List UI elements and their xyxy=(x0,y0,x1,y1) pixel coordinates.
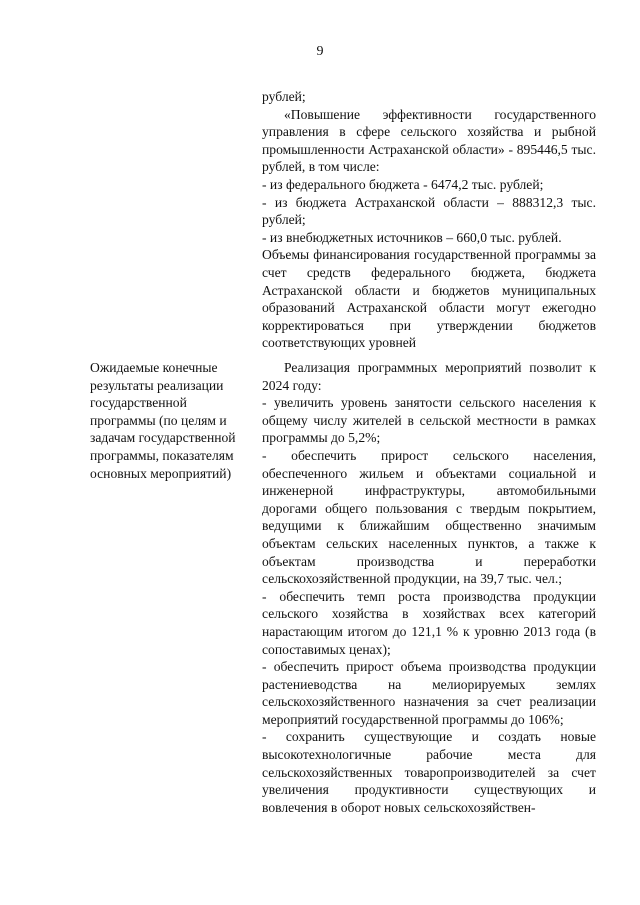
results-paragraph: - увеличить уровень занятости сельского населения к общему числу жителей в сельской местности в рамках программы до 5,2%; xyxy=(262,395,596,446)
funding-paragraph: рублей; xyxy=(262,89,306,104)
funding-paragraph: - из внебюджетных источников – 660,0 тыс. рублей. xyxy=(262,229,562,245)
results-row-label: Ожидаемые конечные результаты реализации государственной программы (по целям и задачам государственной программы, показателям основных мероприятий) xyxy=(90,360,236,481)
funding-paragraph: - из федерального бюджета - 6474,2 тыс. рублей; xyxy=(262,176,544,192)
results-paragraph: - сохранить существующие и создать новые высокотехнологичные рабочие места для сельскохозяйственных товаропроизводителей за счет увеличения продуктивности существующих и вовлечения в оборот новых сельскохозяйствен- xyxy=(262,729,596,815)
results-paragraph: - обеспечить темп роста производства продукции сельского хозяйства в хозяйствах всех категорий нарастающим итогом до 121,1 % к уровню 2013 года (в сопоставимых ценах); xyxy=(262,588,596,657)
results-paragraph: Реализация программных мероприятий позволит к 2024 году: xyxy=(262,360,596,393)
funding-paragraph: «Повышение эффективности государственного управления в сфере сельского хозяйства и рыбной промышленности Астраханской области» - 895446,5 тыс. рублей, в том числе: xyxy=(262,106,596,175)
funding-text-block xyxy=(262,88,596,352)
results-text-block xyxy=(262,359,596,816)
results-paragraph: - обеспечить прирост объема производства продукции растениеводства на мелиорируемых землях сельскохозяйственного назначения за счет реализации мероприятий государственной программы до 106%; xyxy=(262,659,596,727)
results-paragraph: - обеспечить прирост сельского населения, обеспеченного жильем и объектами социальной и инженерной инфраструктуры, автомобильными дорогами общего пользования с твердым покрытием, ведущими к ближайшим общественно значимым объектам сельских населенных пунктов, а также к объектам производства и переработки сельскохозяйственной продукции, на 39,7 тыс. чел.; xyxy=(262,447,596,587)
page-number: 9 xyxy=(316,44,324,59)
funding-paragraph: - из бюджета Астраханской области – 888312,3 тыс. рублей; xyxy=(262,194,596,228)
funding-paragraph: Объемы финансирования государственной программы за счет средств федерального бюджета, бюджета Астраханской области и бюджетов муниципальных образований Астраханской области могут ежегодно корректироваться при утверждении бюджетов соответствующих уровней xyxy=(262,247,596,351)
